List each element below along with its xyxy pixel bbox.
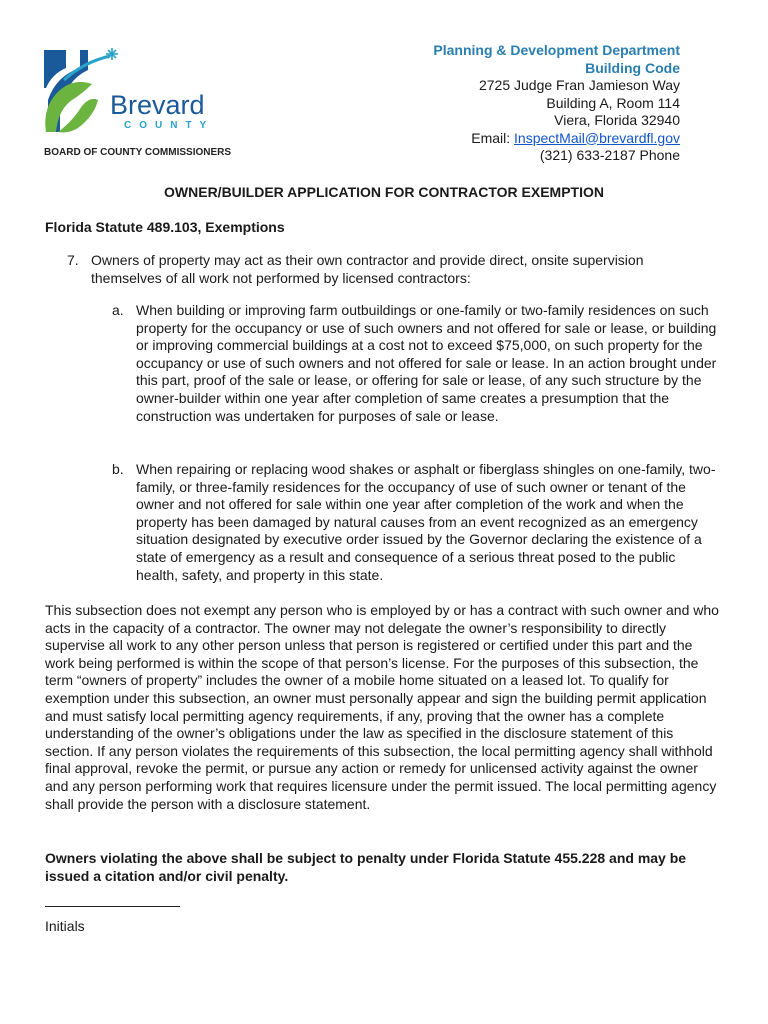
initials-signature-line[interactable]: [45, 906, 180, 907]
phone-number: (321) 633-2187 Phone: [539, 147, 680, 163]
initials-label: Initials: [45, 918, 85, 934]
logo-county-text: COUNTY: [124, 120, 215, 131]
list-number: 7.: [67, 252, 79, 268]
sub-item-letter: b.: [112, 461, 124, 477]
department-address-block: [433, 42, 680, 165]
sub-item-letter: a.: [112, 302, 124, 318]
city-state-zip: Viera, Florida 32940: [554, 112, 680, 128]
department-name: Planning & Development Department: [433, 42, 680, 58]
document-title: OWNER/BUILDER APPLICATION FOR CONTRACTOR EXEMPTION: [164, 184, 604, 200]
list-item-7: [67, 252, 707, 287]
sub-item-a: [112, 302, 720, 425]
building-room: Building A, Room 114: [546, 94, 680, 111]
sub-item-text: When repairing or replacing wood shakes or asphalt or fiberglass shingles on one-family, two-family, or three-family residences for the occupancy of use of such owner or tenant of the owner and not offered for sale within one year after completion of the work and when the property has been damaged by natural causes from an event recognized as an emergency situation designated by executive order issued by the Governor declaring the existence of a state of emergency as a result and consequence of a serious threat posed to the public health, safety, and property in this state.: [136, 461, 716, 583]
board-of-commissioners: BOARD OF COUNTY COMMISSIONERS: [44, 147, 232, 158]
logo-wordmark: Brevard: [110, 90, 205, 120]
sub-item-text: When building or improving farm outbuildings or one-family or two-family residences on such property for the occupancy or use of such owners and not offered for sale or lease, or building or improving commercial buildings at a cost not to exceed $75,000, on such property for the occupancy or use of such owners and not offered for sale or lease. In an action brought under this part, proof of the sale or lease, or offering for sale or lease, of any such structure by the owner-builder within one year after completion of same creates a presumption that the construction was undertaken for purposes of sale or lease.: [136, 302, 717, 424]
statute-heading: Florida Statute 489.103, Exemptions: [45, 219, 285, 235]
street-address: 2725 Judge Fran Jamieson Way: [478, 77, 680, 93]
brevard-county-logo: [38, 40, 258, 140]
email-link[interactable]: InspectMail@brevardfl.gov: [514, 129, 680, 146]
penalty-warning: Owners violating the above shall be subject to penalty under Florida Statute 455.228 and may be issued a citation and/or civil penalty.: [45, 850, 687, 884]
exemption-paragraph: This subsection does not exempt any person who is employed by or has a contract with such owner and who acts in the capacity of a contractor. The owner may not delegate the owner’s responsibility to directly supervise all work to any other person unless that person is registered or certified under this part and the work being performed is within the scope of that person’s license. For the purposes of this subsection, the term “owners of property” includes the owner of a mobile home situated on a leased lot. To qualify for exemption under this subsection, an owner must personally appear and sign the building permit application and must satisfy local permitting agency requirements, if any, proving that the owner has a complete understanding of the owner’s obligations under the law as specified in the disclosure statement of this section. If any person violates the requirements of this subsection, the local permitting agency shall withhold final approval, revoke the permit, or pursue any action or remedy for unlicensed activity against the owner and any person performing work that requires licensure under the permit issued. The local permitting agency shall provide the person with a disclosure statement.: [45, 602, 719, 812]
list-item-text: Owners of property may act as their own contractor and provide direct, onsite supervision themselves of all work not performed by licensed contractors:: [91, 252, 644, 286]
sub-item-b: [112, 461, 720, 584]
division-name: Building Code: [585, 59, 680, 76]
email-line: [433, 130, 680, 148]
email-label: Email:: [471, 129, 515, 146]
